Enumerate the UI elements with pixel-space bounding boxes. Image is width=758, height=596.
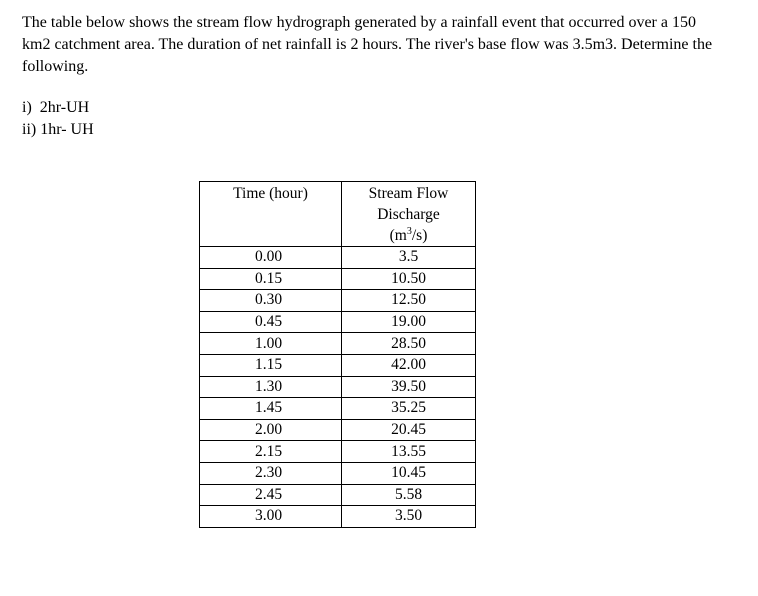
time-cell: 2.45 (200, 484, 342, 506)
table-row (200, 376, 476, 398)
discharge-cell: 12.50 (342, 290, 476, 312)
discharge-header (342, 182, 476, 247)
time-cell: 0.30 (200, 290, 342, 312)
discharge-header-line1: Stream Flow (368, 185, 449, 202)
discharge-cell: 13.55 (342, 441, 476, 463)
time-cell: 1.15 (200, 354, 342, 376)
time-cell: 1.45 (200, 398, 342, 420)
table-row (200, 311, 476, 333)
discharge-cell: 3.50 (342, 506, 476, 528)
problem-statement: The table below shows the stream flow hydrograph generated by a rainfall event that occurred over a 150 km2 catchment area. The duration of net rainfall is 2 hours. The river's base flow was 3.5m3. Determine the following. (22, 14, 713, 75)
table-header-row (200, 182, 476, 247)
time-cell: 2.30 (200, 462, 342, 484)
discharge-cell: 35.25 (342, 398, 476, 420)
table-row (200, 462, 476, 484)
task-item-2hr-uh: i) 2hr-UH (22, 99, 90, 116)
discharge-header-line2: Discharge (377, 206, 440, 223)
time-cell: 1.00 (200, 333, 342, 355)
discharge-cell: 10.50 (342, 268, 476, 290)
discharge-cell: 19.00 (342, 311, 476, 333)
hydrograph-table (199, 181, 476, 528)
discharge-cell: 10.45 (342, 462, 476, 484)
discharge-cell: 42.00 (342, 354, 476, 376)
time-cell: 1.30 (200, 376, 342, 398)
table-row (200, 333, 476, 355)
discharge-cell: 28.50 (342, 333, 476, 355)
task-list (22, 97, 94, 141)
time-cell: 0.00 (200, 247, 342, 269)
table-row (200, 398, 476, 420)
task-item-1hr-uh: ii) 1hr- UH (22, 121, 94, 138)
table-row (200, 290, 476, 312)
time-header: Time (hour) (200, 182, 342, 247)
discharge-unit: $(m^3/s)$ (389, 225, 428, 244)
time-cell: 2.00 (200, 419, 342, 441)
table-row (200, 441, 476, 463)
table-row (200, 247, 476, 269)
time-cell: 0.45 (200, 311, 342, 333)
time-cell: 0.15 (200, 268, 342, 290)
time-cell: 2.15 (200, 441, 342, 463)
table-row (200, 419, 476, 441)
table-row (200, 484, 476, 506)
discharge-cell: 39.50 (342, 376, 476, 398)
discharge-cell: 3.5 (342, 247, 476, 269)
time-cell: 3.00 (200, 506, 342, 528)
discharge-cell: 5.58 (342, 484, 476, 506)
table-row (200, 354, 476, 376)
discharge-cell: 20.45 (342, 419, 476, 441)
table-row (200, 506, 476, 528)
table-row (200, 268, 476, 290)
